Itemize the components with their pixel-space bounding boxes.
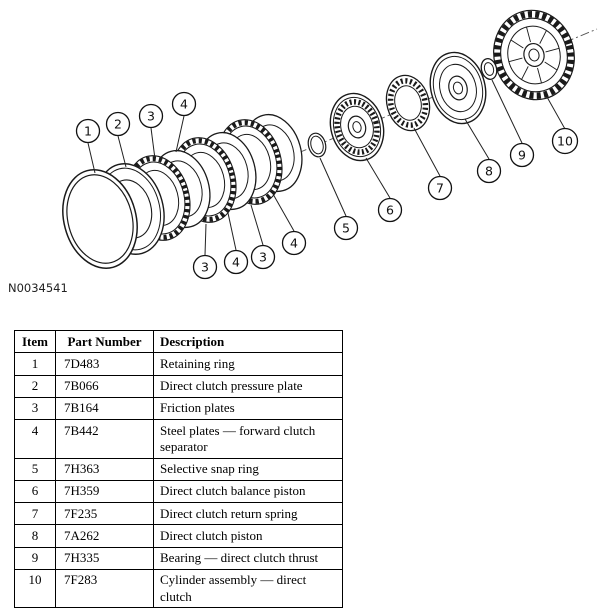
- cell-description: Friction plates: [154, 397, 343, 419]
- svg-text:8: 8: [485, 163, 493, 179]
- cell-item: 4: [15, 420, 56, 459]
- cell-part-number: 7B442: [56, 420, 154, 459]
- callout-leader: [273, 194, 294, 231]
- parts-table-body: [15, 353, 343, 608]
- svg-text:6: 6: [386, 202, 394, 218]
- table-row: [15, 353, 343, 375]
- cell-item: 8: [15, 525, 56, 547]
- figure-id-label: N0034541: [8, 281, 68, 295]
- cell-part-number: 7A262: [56, 525, 154, 547]
- part-snap-ring: [306, 131, 329, 159]
- table-row: [15, 503, 343, 525]
- cell-description: Retaining ring: [154, 353, 343, 375]
- svg-text:9: 9: [518, 147, 526, 163]
- parts-table-header: [15, 331, 343, 353]
- table-row: [15, 547, 343, 569]
- cell-item: 7: [15, 503, 56, 525]
- part-direct-clutch-piston: [423, 46, 494, 130]
- cell-item: 2: [15, 375, 56, 397]
- callout-leader: [547, 97, 565, 129]
- cell-item: 3: [15, 397, 56, 419]
- callout-6: [379, 199, 402, 222]
- cell-item: 6: [15, 480, 56, 502]
- svg-text:5: 5: [342, 220, 350, 236]
- cell-item: 10: [15, 569, 56, 608]
- cell-item: 1: [15, 353, 56, 375]
- svg-text:10: 10: [557, 133, 573, 149]
- exploded-diagram: [0, 0, 602, 302]
- diagram-svg: [0, 0, 602, 302]
- callout-9: [511, 144, 534, 167]
- cell-part-number: 7H363: [56, 458, 154, 480]
- callout-2: [107, 113, 130, 136]
- callout-leader: [320, 158, 346, 216]
- cell-item: 5: [15, 458, 56, 480]
- callout-leader: [414, 128, 440, 176]
- svg-text:3: 3: [147, 108, 155, 124]
- cell-part-number: 7H359: [56, 480, 154, 502]
- svg-text:7: 7: [436, 180, 444, 196]
- callout-3c: [252, 246, 275, 269]
- parts-table: [14, 330, 343, 608]
- callout-leader: [205, 224, 206, 255]
- part-cylinder-assembly: [484, 1, 585, 109]
- callout-4a: [173, 93, 196, 116]
- col-header-item: Item: [15, 331, 56, 353]
- cell-part-number: 7H335: [56, 547, 154, 569]
- svg-text:3: 3: [201, 259, 209, 275]
- callout-5: [335, 217, 358, 240]
- cell-part-number: 7F235: [56, 503, 154, 525]
- part-balance-piston: [323, 87, 391, 166]
- callout-leader: [251, 205, 263, 245]
- cell-description: Direct clutch pressure plate: [154, 375, 343, 397]
- callout-3a: [140, 105, 163, 128]
- table-row: [15, 480, 343, 502]
- cell-description: Direct clutch balance piston: [154, 480, 343, 502]
- svg-text:2: 2: [114, 116, 122, 132]
- callout-1: [77, 120, 100, 143]
- cell-part-number: 7D483: [56, 353, 154, 375]
- part-return-spring: [380, 71, 435, 136]
- callout-leader: [366, 158, 390, 198]
- table-row: [15, 420, 343, 459]
- table-row: [15, 569, 343, 608]
- svg-text:4: 4: [180, 96, 188, 112]
- col-header-part-number: Part Number: [56, 331, 154, 353]
- cell-description: Cylinder assembly — direct clutch: [154, 569, 343, 608]
- table-row: [15, 525, 343, 547]
- col-header-description: Description: [154, 331, 343, 353]
- callout-10: [553, 129, 578, 154]
- callout-3b: [194, 256, 217, 279]
- svg-text:4: 4: [232, 254, 240, 270]
- svg-text:3: 3: [259, 249, 267, 265]
- callout-4b: [225, 251, 248, 274]
- table-row: [15, 375, 343, 397]
- callout-leader: [88, 143, 95, 173]
- svg-text:1: 1: [84, 123, 92, 139]
- callout-leader: [465, 119, 489, 159]
- callout-4c: [283, 232, 306, 255]
- cell-description: Bearing — direct clutch thrust: [154, 547, 343, 569]
- cell-description: Direct clutch return spring: [154, 503, 343, 525]
- cell-description: Selective snap ring: [154, 458, 343, 480]
- callout-leader: [228, 213, 236, 250]
- cell-description: Steel plates — forward clutch separator: [154, 420, 343, 459]
- cell-part-number: 7B066: [56, 375, 154, 397]
- svg-text:4: 4: [290, 235, 298, 251]
- cell-item: 9: [15, 547, 56, 569]
- callout-8: [478, 160, 501, 183]
- cell-part-number: 7B164: [56, 397, 154, 419]
- cell-part-number: 7F283: [56, 569, 154, 608]
- cell-description: Direct clutch piston: [154, 525, 343, 547]
- table-row: [15, 397, 343, 419]
- table-row: [15, 458, 343, 480]
- callout-leader: [118, 136, 126, 167]
- callout-7: [429, 177, 452, 200]
- callout-leader: [151, 128, 155, 159]
